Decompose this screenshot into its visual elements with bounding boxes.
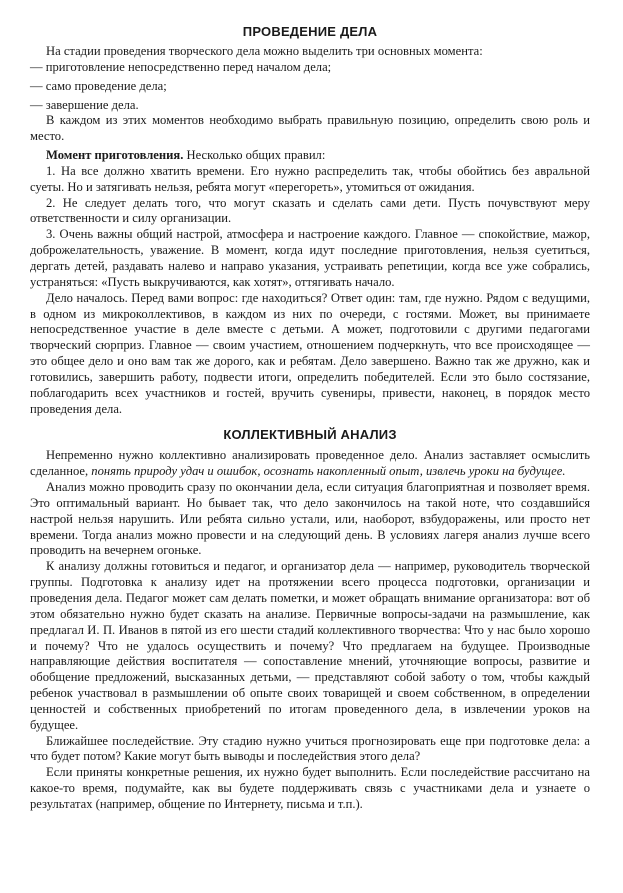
analysis-paragraph-1-emphasis: понять природу удач и ошибок, осознать накопленный опыт, извлечь уроки на будущее. <box>91 464 566 479</box>
section-title-analysis: КОЛЛЕКТИВНЫЙ АНАЛИЗ <box>223 427 397 443</box>
conduct-list-item-2: — само проведение дела; <box>30 78 167 93</box>
analysis-paragraph-1-text: Непременно нужно коллективно анализировать проведенное дело. Анализ заставляет осмыслить сделанное, <box>30 448 590 479</box>
analysis-paragraph-3: К анализу должны готовиться и педагог, и организатор дела — например, руководитель творческой группы. Подготовка к анализу идет на протяжении всего процесса подготовки, организации и проведения дела. Педагог может сам делать пометки, и может обращать внимание организатора: вот об этом обязательно нужно будет сказать на анализе. Первичные вопросы-задачи на размышление, как предлагал И. П. Иванов в пятой из его шести стадий коллективного творчества: Что у нас было хорошо и почему? Что не удалось осуществить и почему? Что предлагаем на будущее. Производные направляющие действия воспитателя — сопоставление мнений, уточняющие вопросы, развитие и обобщение предложений, высказанных детьми, — представляют собой заботу о том, чтобы каждый ребенок участвовал в размышлении об опыте своих товарищей и своем собственном, в определении ценностей и собственных приобретений по итогам проведенного дела, в извлечении уроков на будущее. <box>30 559 590 732</box>
rule-3: 3. Очень важны общий настрой, атмосфера и настроение каждого. Главное — спокойствие, мажор, доброжелательность, уважение. В момент, когда идут последние приготовления, нельзя суетиться, дергать детей, раздавать налево и направо указания, устраивать репетиции, когда все уже собрались, устраняться: «Пусть выкручиваются, как хотят», оттягивать начало. <box>30 227 590 289</box>
preparation-moment-lead: Момент приготовления. <box>46 148 184 163</box>
conduct-intro: На стадии проведения творческого дела можно выделить три основных момента: <box>46 44 483 58</box>
analysis-paragraph-1 <box>30 448 590 480</box>
aftereffect-paragraph: Ближайшее последействие. Эту стадию нужно учиться прогнозировать еще при подготовке дела: а что будет потом? Какие могут быть выводы и последействия этого дела? <box>30 733 590 764</box>
rule-2: 2. Не следует делать того, что могут сказать и сделать сами дети. Пусть почувствуют меру ответственности и силу организации. <box>30 195 590 226</box>
analysis-paragraph-2: Анализ можно проводить сразу по окончании дела, если ситуация благоприятная и позволяет время. Это оптимальный вариант. Но бывает так, что дело закончилось на такой ноте, что создавшийся настрой нельзя нарушить. Или ребята сильно устали, или, наоборот, взбудоражены, или просто нет времени. Тогда анализ можно провести и на следующий день. В условиях лагеря анализ лучше всего проводить на вечернем огоньке. <box>30 480 590 558</box>
conduct-list-item-1: — приготовление непосредственно перед началом дела; <box>30 59 332 74</box>
conduct-list-item-3: — завершение дела. <box>30 97 139 112</box>
preparation-moment-heading <box>30 148 590 164</box>
deal-started-paragraph: Дело началось. Перед вами вопрос: где находиться? Ответ один: там, где нужно. Рядом с ведущими, в одном из микроколлективов, в каждом из них по очереди, с гостями. Может, вы принимаете непосредственное участие в деле вместе с детьми. А может, подготовили с другими педагогами творческий сюрприз. Главное — своим участием, отношением подчеркнуть, что все происходящее — это общее дело и оно вам так же дорого, как и ребятам. Дело завершено. Важно так же дружно, как и готовились, завершить работу, подвести итоги, определить победителей. Если это было состязание, поблагодарить всех участников и гостей, вручить сувениры, привести, наконец, в порядок место проведения дела. <box>30 290 590 416</box>
document-page <box>30 24 590 813</box>
conduct-position-paragraph: В каждом из этих моментов необходимо выбрать правильную позицию, определить свою роль и место. <box>30 113 590 144</box>
decisions-paragraph: Если приняты конкретные решения, их нужно будет выполнить. Если последействие рассчитано на какое-то время, подумайте, как вы будете поддерживать связь с участниками дела и узнаете о результатах (например, общение по Интернету, письма и т.п.). <box>30 765 590 811</box>
section-title-conduct: ПРОВЕДЕНИЕ ДЕЛА <box>242 24 378 39</box>
preparation-moment-rest: Несколько общих правил: <box>183 148 326 163</box>
rule-1: 1. На все должно хватить времени. Его нужно распределить так, чтобы обойтись без авральной суеты. Но и затягивать нельзя, ребята могут «перегореть», утомиться от ожидания. <box>30 163 590 194</box>
